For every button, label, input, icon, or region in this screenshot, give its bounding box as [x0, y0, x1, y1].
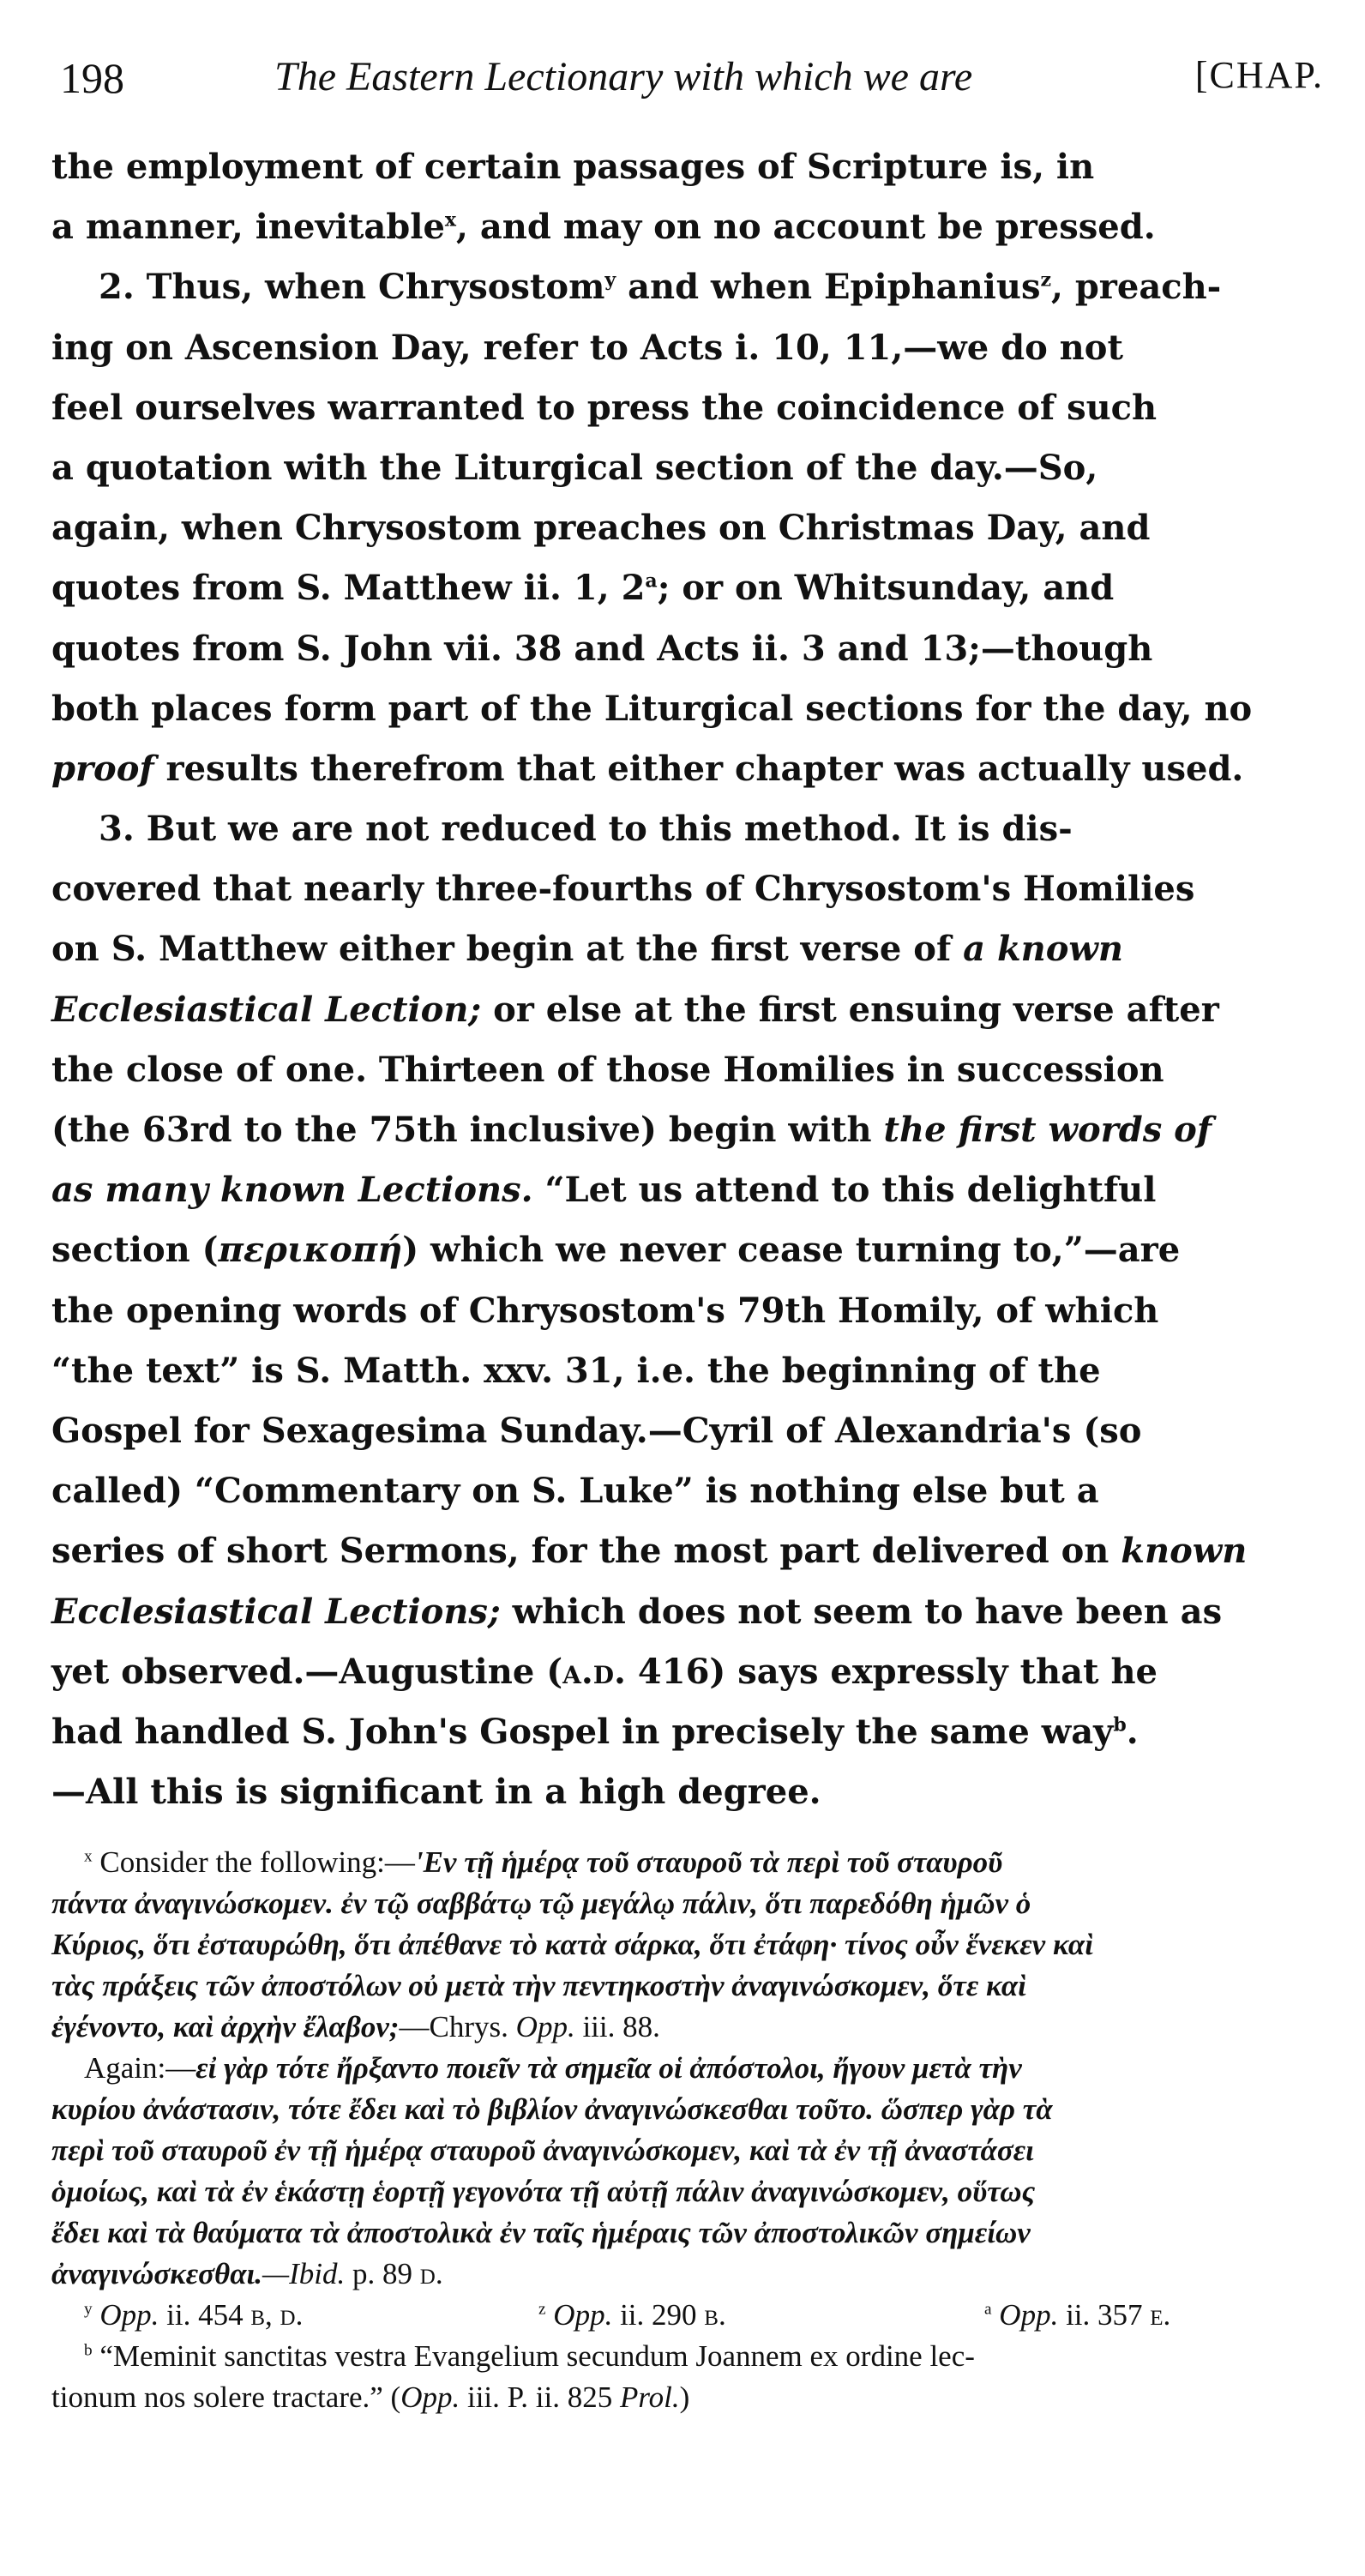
text-line: series of short Sermons, for the most part delivered on known — [51, 1531, 1248, 1572]
text-line: Ecclesiastical Lection; or else at the first ensuing verse after — [51, 989, 1219, 1030]
footnote-ref: $^z$ Opp. ii. 290 b. — [538, 2298, 726, 2332]
text-line: “the text” is S. Matth. xxv. 31, i.e. the beginning of the — [51, 1350, 1101, 1391]
footnote-line: ἔδει καὶ τὰ θαύματα τὰ ἀποστολικὰ ἐν ταῖς ἡμέραις τῶν ἀποστολικῶν σημείων — [51, 2216, 1031, 2249]
footnote-line: Κύριος, ὅτι ἐσταυρώθη, ὅτι ἀπέθανε τὸ κατὰ σάρκα, ὅτι ἐτάφη· τίνος οὖν ἕνεκεν καὶ — [51, 1928, 1093, 1961]
running-title: The Eastern Lectionary with which we are — [274, 54, 973, 99]
footnote-marker: x — [444, 208, 457, 232]
text-line: on S. Matthew either begin at the first verse of a known — [51, 929, 1123, 970]
main-text — [51, 137, 1329, 1822]
footnote-refs-row — [51, 2295, 1329, 2336]
footnote-ref: $^y$ Opp. ii. 454 b, d. — [84, 2298, 304, 2332]
text-line: Gospel for Sexagesima Sunday.—Cyril of Alexandria's (so — [51, 1410, 1142, 1451]
footnote-line: περὶ τοῦ σταυροῦ ἐν τῇ ἡμέρᾳ σταυροῦ ἀναγινώσκομεν, καὶ τὰ ἐν τῇ ἀναστάσει — [51, 2134, 1034, 2167]
footnote-line: ἀναγινώσκεσθαι.—Ibid. p. 89 d. — [51, 2257, 443, 2290]
footnotes — [51, 1842, 1329, 2418]
text-line: had handled S. John's Gospel in precisely the same way$^b$. — [51, 1711, 1139, 1752]
text-line: section (περικοπή) which we never cease turning to,”—are — [51, 1230, 1181, 1271]
text-line: ing on Ascension Day, refer to Acts i. 10, 11,—we do not — [51, 327, 1123, 368]
footnote-line: ἐγένοντο, καὶ ἀρχὴν ἔλαβον;—Chrys. Opp. iii. 88. — [51, 2010, 660, 2043]
footnote-line: κυρίου ἀνάστασιν, τότε ἔδει καὶ τὸ βιβλίον ἀναγινώσκεσθαι τοῦτο. ὥσπερ γὰρ τὰ — [51, 2092, 1053, 2126]
text-line: the close of one. Thirteen of those Homilies in succession — [51, 1049, 1164, 1090]
footnote-marker: a — [645, 569, 658, 593]
text-line: the opening words of Chrysostom's 79th Homily, of which — [51, 1290, 1159, 1331]
text-line: called) “Commentary on S. Luke” is nothing else but a — [51, 1471, 1099, 1512]
text-line: again, when Chrysostom preaches on Christmas Day, and — [51, 508, 1151, 549]
running-header — [60, 46, 1324, 115]
footnote-line: πάντα ἀναγινώσκομεν. ἐν τῷ σαββάτῳ τῷ μεγάλῳ πάλιν, ὅτι παρεδόθη ἡμῶν ὁ — [51, 1887, 1031, 1920]
footnote-marker: b — [84, 2341, 93, 2360]
footnote-line: Again:—εἰ γὰρ τότε ἤρξαντο ποιεῖν τὰ σημεῖα οἱ ἀπόστολοι, ἤγουν μετὰ τὴν — [84, 2051, 1022, 2085]
footnote-line: τὰς πράξεις τῶν ἀποστόλων οὐ μετὰ τὴν πεντηκοστὴν ἀναγινώσκομεν, ὅτε καὶ — [51, 1969, 1026, 2002]
text-line: Ecclesiastical Lections; which does not seem to have been as — [51, 1591, 1223, 1632]
footnote-line: ὁμοίως, καὶ τὰ ἐν ἑκάστῃ ἑορτῇ γεγονότα τῇ αὐτῇ πάλιν ἀναγινώσκομεν, οὕτως — [51, 2175, 1036, 2208]
text-line: a quotation with the Liturgical section of the day.—So, — [51, 447, 1098, 488]
text-line: the employment of certain passages of Scripture is, in — [51, 147, 1095, 187]
text-line: as many known Lections. “Let us attend to this delightful — [51, 1170, 1157, 1211]
footnote-marker: z — [1040, 269, 1051, 292]
page-number: 198 — [60, 54, 124, 102]
footnote-marker: b — [1113, 1713, 1127, 1736]
text-line: yet observed.—Augustine (a.d. 416) says expressly that he — [51, 1651, 1158, 1692]
text-line: quotes from S. Matthew ii. 1, 2$^a$; or on Whitsunday, and — [51, 568, 1115, 609]
text-line: —All this is significant in a high degree. — [51, 1772, 821, 1813]
text-line: 2. Thus, when Chrysostom$^y$ and when Epiphanius$^z$, preach- — [99, 267, 1222, 308]
footnote-ref: $^a$ Opp. ii. 357 e. — [984, 2298, 1171, 2332]
footnote-marker: y — [604, 269, 616, 292]
text-line: quotes from S. John vii. 38 and Acts ii. 3 and 13;—though — [51, 628, 1153, 669]
chapter-marker: [CHAP. — [1194, 54, 1324, 96]
footnote-marker: x — [84, 1847, 93, 1866]
text-line: covered that nearly three-fourths of Chrysostom's Homilies — [51, 869, 1195, 910]
text-line: proof results therefrom that either chapter was actually used. — [51, 748, 1244, 789]
footnote-line: $^b$ “Meminit sanctitas vestra Evangelium secundum Joannem ex ordine lec- — [84, 2339, 975, 2373]
text-line: feel ourselves warranted to press the coincidence of such — [51, 387, 1158, 428]
footnote-line: $^x$ Consider the following:—'Εν τῇ ἡμέρᾳ τοῦ σταυροῦ τὰ περὶ τοῦ σταυροῦ — [84, 1845, 1003, 1879]
text-line: both places form part of the Liturgical sections for the day, no — [51, 688, 1253, 729]
text-line: (the 63rd to the 75th inclusive) begin with the first words of — [51, 1110, 1212, 1150]
footnote-line: tionum nos solere tractare.” (Opp. iii. P. ii. 825 Prol.) — [51, 2380, 690, 2414]
text-line: a manner, inevitable$^x$, and may on no account be pressed. — [51, 207, 1156, 248]
text-line: 3. But we are not reduced to this method. It is dis- — [99, 809, 1073, 850]
